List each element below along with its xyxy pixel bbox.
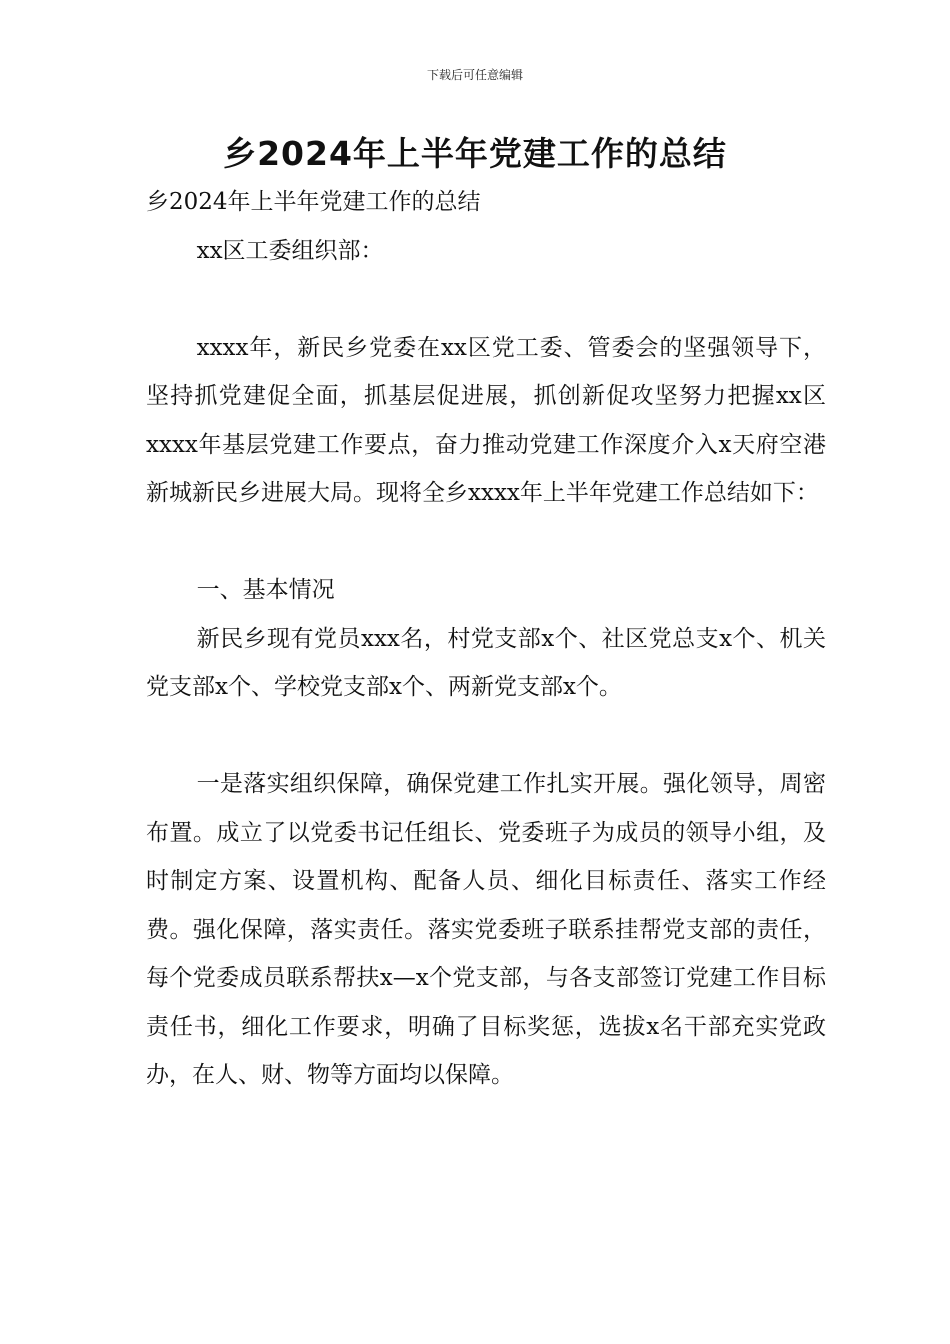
document-title: 乡2024年上半年党建工作的总结	[223, 134, 727, 173]
spacer	[146, 712, 826, 761]
section2-paragraph: 一是落实组织保障，确保党建工作扎实开展。强化领导，周密布置。成立了以党委书记任组长、党委班子为成员的领导小组，及时制定方案、设置机构、配备人员、细化目标责任、落实工作经费。强化保障，落实责任。落实党委班子联系挂帮党支部的责任，每个党委成员联系帮扶x—x个党支部，与各支部签订党建工作目标责任书，细化工作要求，明确了目标奖惩，选拔x名干部充实党政办，在人、财、物等方面均以保障。	[146, 771, 826, 1088]
salutation: xx区工委组织部：	[196, 237, 384, 264]
section1-heading: 一、基本情况	[196, 577, 335, 603]
document-body	[146, 178, 826, 1100]
subtitle: 乡2024年上半年党建工作的总结	[146, 189, 481, 215]
spacer	[146, 518, 826, 567]
spacer	[146, 275, 826, 324]
header-note: 下载后可任意编辑	[426, 68, 523, 82]
intro-paragraph: xxxx年，新民乡党委在xx区党工委、管委会的坚强领导下，坚持抓党建促全面，抓基层促进展，抓创新促攻坚努力把握xx区xxxx年基层党建工作要点，奋力推动党建工作深度介入x天府空港新城新民乡进展大局。现将全乡xxxx年上半年党建工作总结如下：	[146, 334, 826, 506]
section1-paragraph: 新民乡现有党员xxx名，村党支部x个、社区党总支x个、机关党支部x个、学校党支部x个、两新党支部x个。	[146, 625, 826, 700]
